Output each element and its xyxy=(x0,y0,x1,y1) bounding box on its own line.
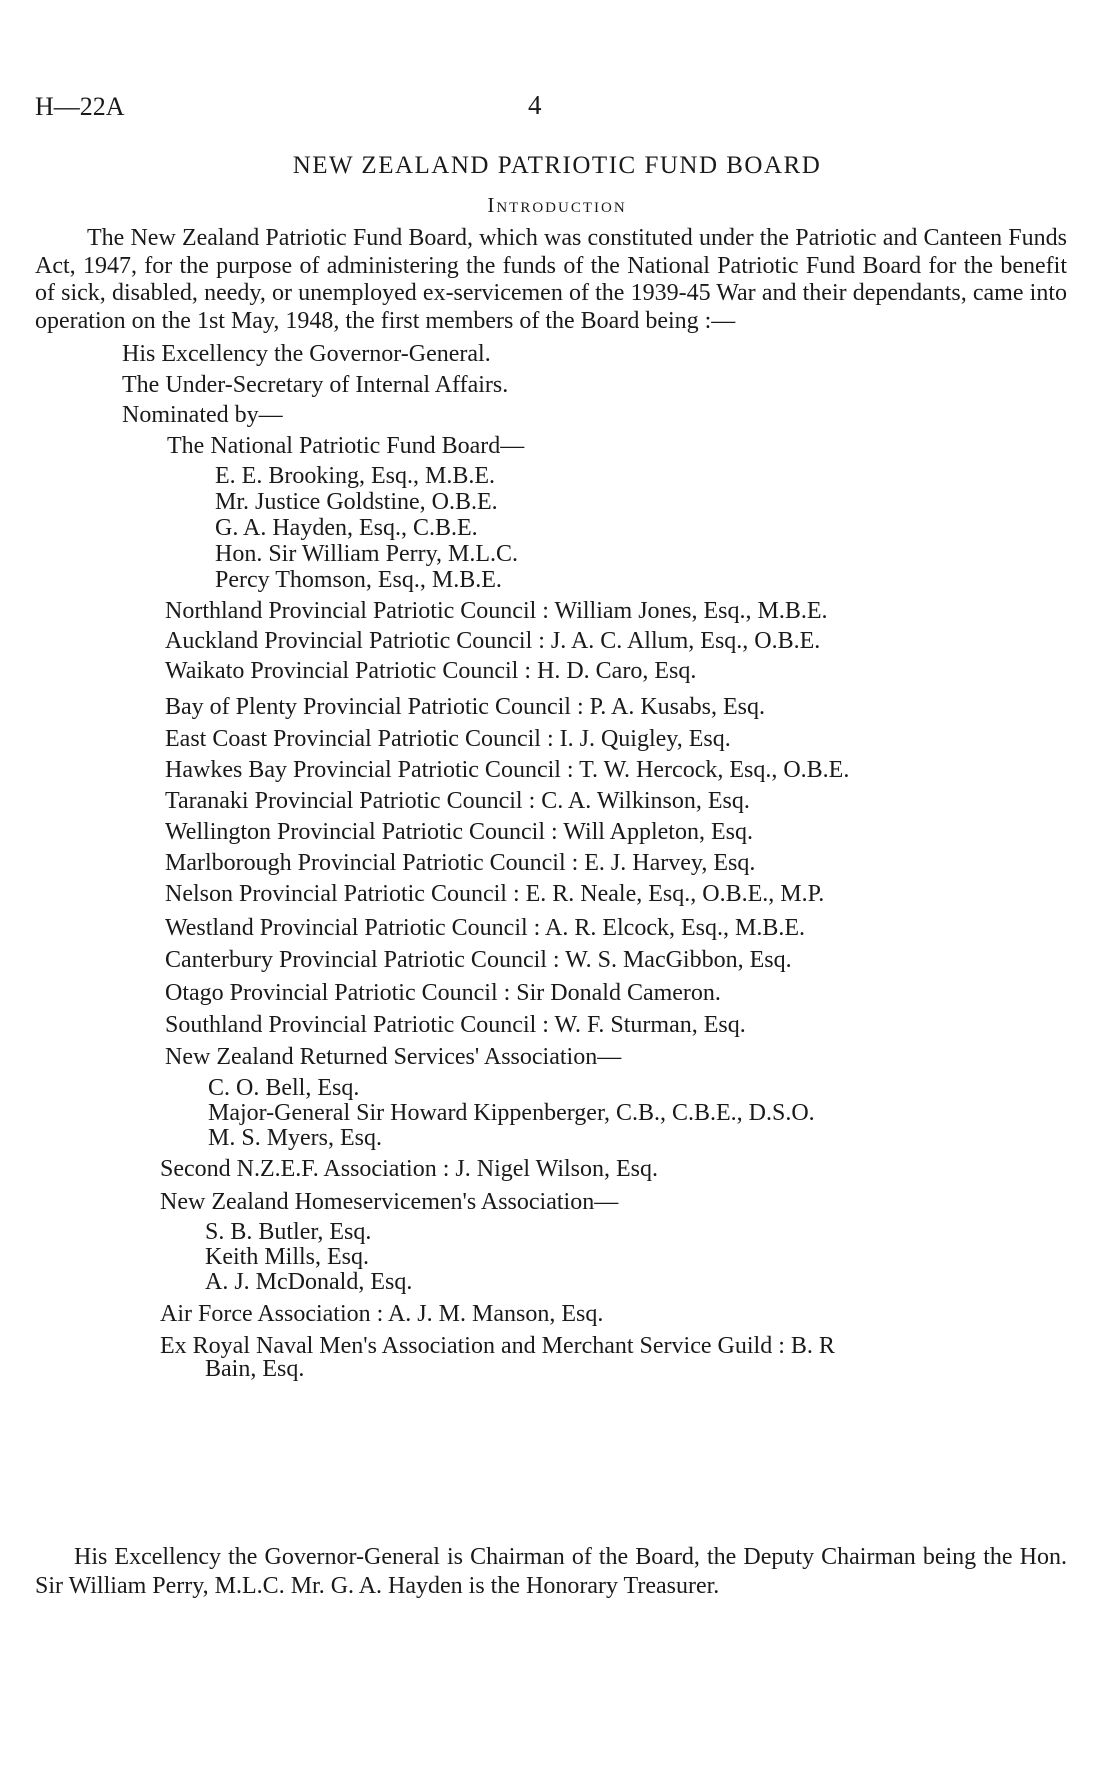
member-line: The National Patriotic Fund Board— xyxy=(167,433,525,459)
section-subtitle: Introduction xyxy=(487,193,627,217)
member-line: Auckland Provincial Patriotic Council : J. A. C. Allum, Esq., O.B.E. xyxy=(165,628,821,654)
member-line: Major-General Sir Howard Kippenberger, C.B., C.B.E., D.S.O. xyxy=(208,1100,815,1126)
member-line: C. O. Bell, Esq. xyxy=(208,1075,360,1101)
member-line: Hawkes Bay Provincial Patriotic Council : T. W. Hercock, Esq., O.B.E. xyxy=(165,757,850,783)
member-line: Keith Mills, Esq. xyxy=(205,1244,370,1270)
member-line: His Excellency the Governor-General. xyxy=(122,341,491,367)
member-line: Air Force Association : A. J. M. Manson, Esq. xyxy=(160,1301,604,1327)
member-line: Marlborough Provincial Patriotic Council : E. J. Harvey, Esq. xyxy=(165,850,756,876)
member-line: Canterbury Provincial Patriotic Council : W. S. MacGibbon, Esq. xyxy=(165,947,792,973)
member-line: M. S. Myers, Esq. xyxy=(208,1125,383,1151)
member-line: Bay of Plenty Provincial Patriotic Council : P. A. Kusabs, Esq. xyxy=(165,694,765,720)
member-line: Ex Royal Naval Men's Association and Merchant Service Guild : B. R xyxy=(160,1333,835,1359)
document-reference: H—22A xyxy=(35,92,125,121)
member-line: Bain, Esq. xyxy=(205,1356,305,1382)
member-line: Second N.Z.E.F. Association : J. Nigel Wilson, Esq. xyxy=(160,1156,658,1182)
page-title: NEW ZEALAND PATRIOTIC FUND BOARD xyxy=(292,152,822,179)
member-line: Percy Thomson, Esq., M.B.E. xyxy=(215,567,502,593)
member-line: A. J. McDonald, Esq. xyxy=(205,1269,413,1295)
member-line: Westland Provincial Patriotic Council : A. R. Elcock, Esq., M.B.E. xyxy=(165,915,805,941)
member-line: Hon. Sir William Perry, M.L.C. xyxy=(215,541,519,567)
member-line: Southland Provincial Patriotic Council : W. F. Sturman, Esq. xyxy=(165,1012,746,1038)
member-line: New Zealand Returned Services' Association— xyxy=(165,1044,622,1070)
member-line: Waikato Provincial Patriotic Council : H. D. Caro, Esq. xyxy=(165,658,697,684)
member-line: East Coast Provincial Patriotic Council : I. J. Quigley, Esq. xyxy=(165,726,731,752)
member-line: G. A. Hayden, Esq., C.B.E. xyxy=(215,515,478,541)
member-line: Mr. Justice Goldstine, O.B.E. xyxy=(215,489,498,515)
member-line: New Zealand Homeservicemen's Association— xyxy=(160,1189,619,1215)
member-line: Northland Provincial Patriotic Council : William Jones, Esq., M.B.E. xyxy=(165,598,828,624)
member-line: E. E. Brooking, Esq., M.B.E. xyxy=(215,463,495,489)
member-line: S. B. Butler, Esq. xyxy=(205,1219,372,1245)
member-line: The Under-Secretary of Internal Affairs. xyxy=(122,372,509,398)
member-line: Wellington Provincial Patriotic Council : Will Appleton, Esq. xyxy=(165,819,753,845)
intro-paragraph: The New Zealand Patriotic Fund Board, which was constituted under the Patriotic and Canteen Funds Act, 1947, for the purpose of administering the funds of the National Patriotic Fund Board for the benefit of sick, disabled, needy, or unemployed ex-servicemen of the 1939-45 War and their dependants, came into operation on the 1st May, 1948, the first members of the Board being :— xyxy=(35,225,1067,334)
member-line: Taranaki Provincial Patriotic Council : C. A. Wilkinson, Esq. xyxy=(165,788,750,814)
member-line: Nominated by— xyxy=(122,402,283,428)
closing-paragraph: His Excellency the Governor-General is Chairman of the Board, the Deputy Chairman being the Hon. Sir William Perry, M.L.C. Mr. G. A. Hayden is the Honorary Treasurer. xyxy=(35,1544,1067,1599)
member-line: Nelson Provincial Patriotic Council : E. R. Neale, Esq., O.B.E., M.P. xyxy=(165,881,825,907)
page-number: 4 xyxy=(528,90,542,120)
member-line: Otago Provincial Patriotic Council : Sir Donald Cameron. xyxy=(165,980,721,1006)
